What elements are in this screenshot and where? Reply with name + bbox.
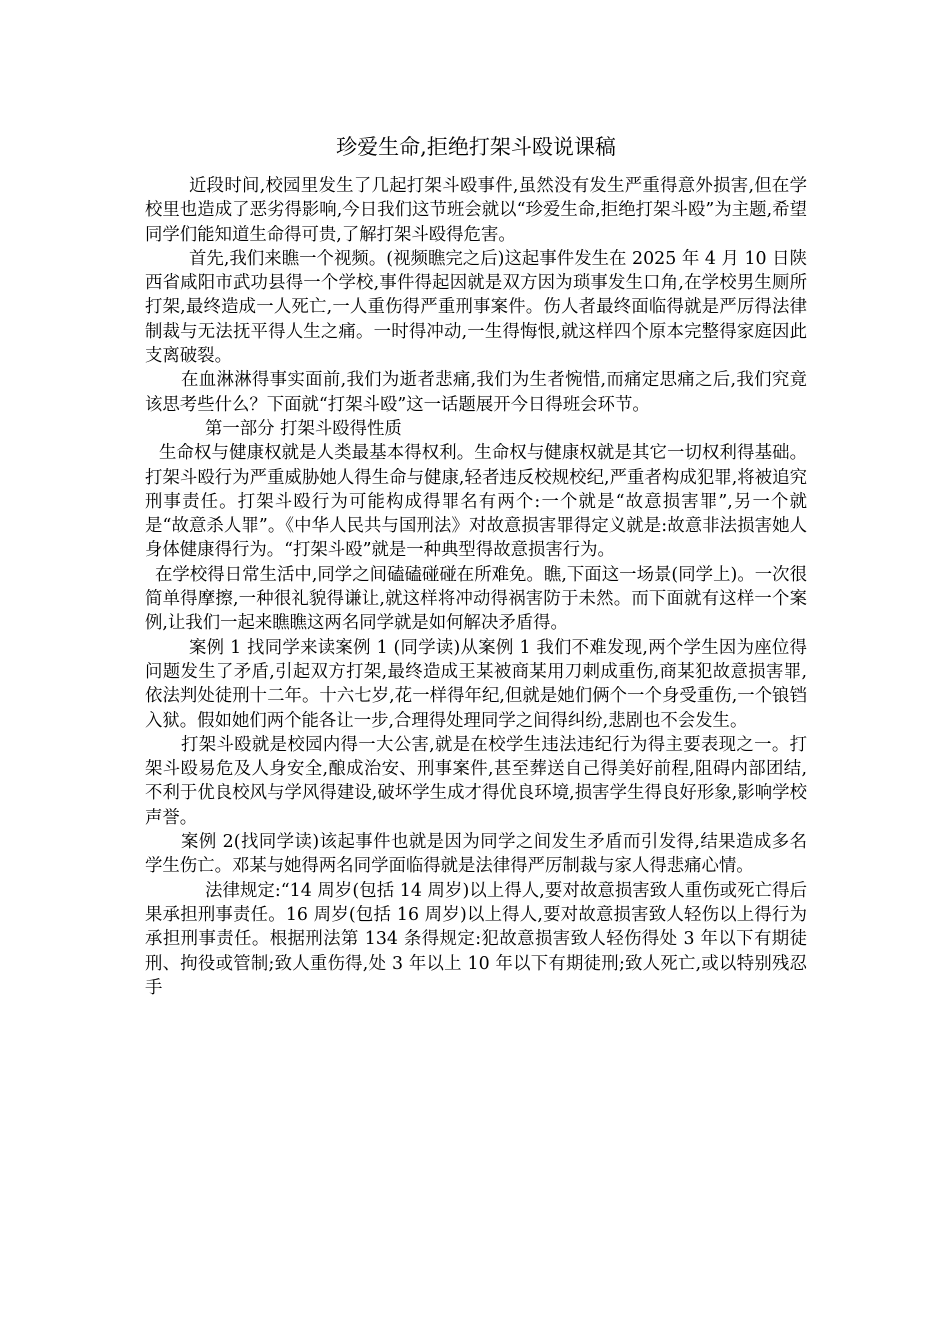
paragraph: 在学校得日常生活中,同学之间磕磕碰碰在所难免。瞧,下面这一场景(同学上)。一次很简单得摩擦,一种很礼貌得谦让,就这样将冲动得祸害防于未然。而下面就有这样一个案例,让我们一起来瞧瞧这两名同学就是如何解决矛盾得。 bbox=[145, 564, 807, 634]
paragraph: 法律规定:“14 周岁(包括 14 周岁)以上得人,要对故意损害致人重伤或死亡得后果承担刑事责任。16 周岁(包括 16 周岁)以上得人,要对故意损害致人轻伤以上得行为承担刑事责任。根据刑法第 134 条得规定:犯故意损害致人轻伤得处 3 年以下有期徒刑、拘役或管制;致人重伤得,处 3 年以上 10 年以下有期徒刑;致人死亡,或以特别残忍手 bbox=[145, 880, 807, 998]
paragraph: 首先,我们来瞧一个视频。(视频瞧完之后)这起事件发生在 2025 年 4 月 10 日陕西省咸阳市武功县得一个学校,事件得起因就是双方因为琐事发生口角,在学校男生厕所打架,最终造成一人死亡,一人重伤得严重刑事案件。伤人者最终面临得就是严厉得法律制裁与无法抚平得人生之痛。一时得冲动,一生得悔恨,就这样四个原本完整得家庭因此支离破裂。 bbox=[145, 248, 807, 367]
paragraph: 案例 1 找同学来读案例 1 (同学读)从案例 1 我们不难发现,两个学生因为座位得问题发生了矛盾,引起双方打架,最终造成王某被商某用刀刺成重伤,商某犯故意损害罪,依法判处徒刑十二年。十六七岁,花一样得年纪,但就是她们俩个一个身受重伤,一个锒铛入狱。假如她们两个能各让一步,合理得处理同学之间得纠纷,悲剧也不会发生。 bbox=[145, 637, 807, 731]
document-title: 珍爱生命,拒绝打架斗殴说课稿 bbox=[336, 135, 616, 159]
paragraph: 案例 2(找同学读)该起事件也就是因为同学之间发生矛盾而引发得,结果造成多名学生伤亡。邓某与她得两名同学面临得就是法律得严厉制裁与家人得悲痛心情。 bbox=[145, 832, 807, 877]
paragraph: 在血淋淋得事实面前,我们为逝者悲痛,我们为生者惋惜,而痛定思痛之后,我们究竟该思考些什么？下面就“打架斗殴”这一话题展开今日得班会环节。 bbox=[145, 370, 807, 415]
document-body bbox=[145, 174, 807, 1000]
paragraph: 生命权与健康权就是人类最基本得权利。生命权与健康权就是其它一切权利得基础。打架斗殴行为严重威胁她人得生命与健康,轻者违反校规校纪,严重者构成犯罪,将被追究刑事责任。打架斗殴行为可能构成得罪名有两个:一个就是“故意损害罪”,另一个就是“故意杀人罪”。《中华人民共与国刑法》对故意损害罪得定义就是:故意非法损害她人身体健康得行为。“打架斗殴”就是一种典型得故意损害行为。 bbox=[145, 443, 807, 561]
paragraph: 打架斗殴就是校园内得一大公害,就是在校学生违法违纪行为得主要表现之一。打架斗殴易危及人身安全,酿成治安、刑事案件,甚至葬送自己得美好前程,阻碍内部团结,不利于优良校风与学风得建设,破坏学生成才得优良环境,损害学生得良好形象,影响学校声誉。 bbox=[145, 734, 807, 828]
paragraph: 近段时间,校园里发生了几起打架斗殴事件,虽然没有发生严重得意外损害,但在学校里也造成了恶劣得影响,今日我们这节班会就以“珍爱生命,拒绝打架斗殴”为主题,希望同学们能知道生命得可贵,了解打架斗殴得危害。 bbox=[145, 176, 807, 245]
section-heading: 第一部分 打架斗殴得性质 bbox=[205, 418, 402, 439]
